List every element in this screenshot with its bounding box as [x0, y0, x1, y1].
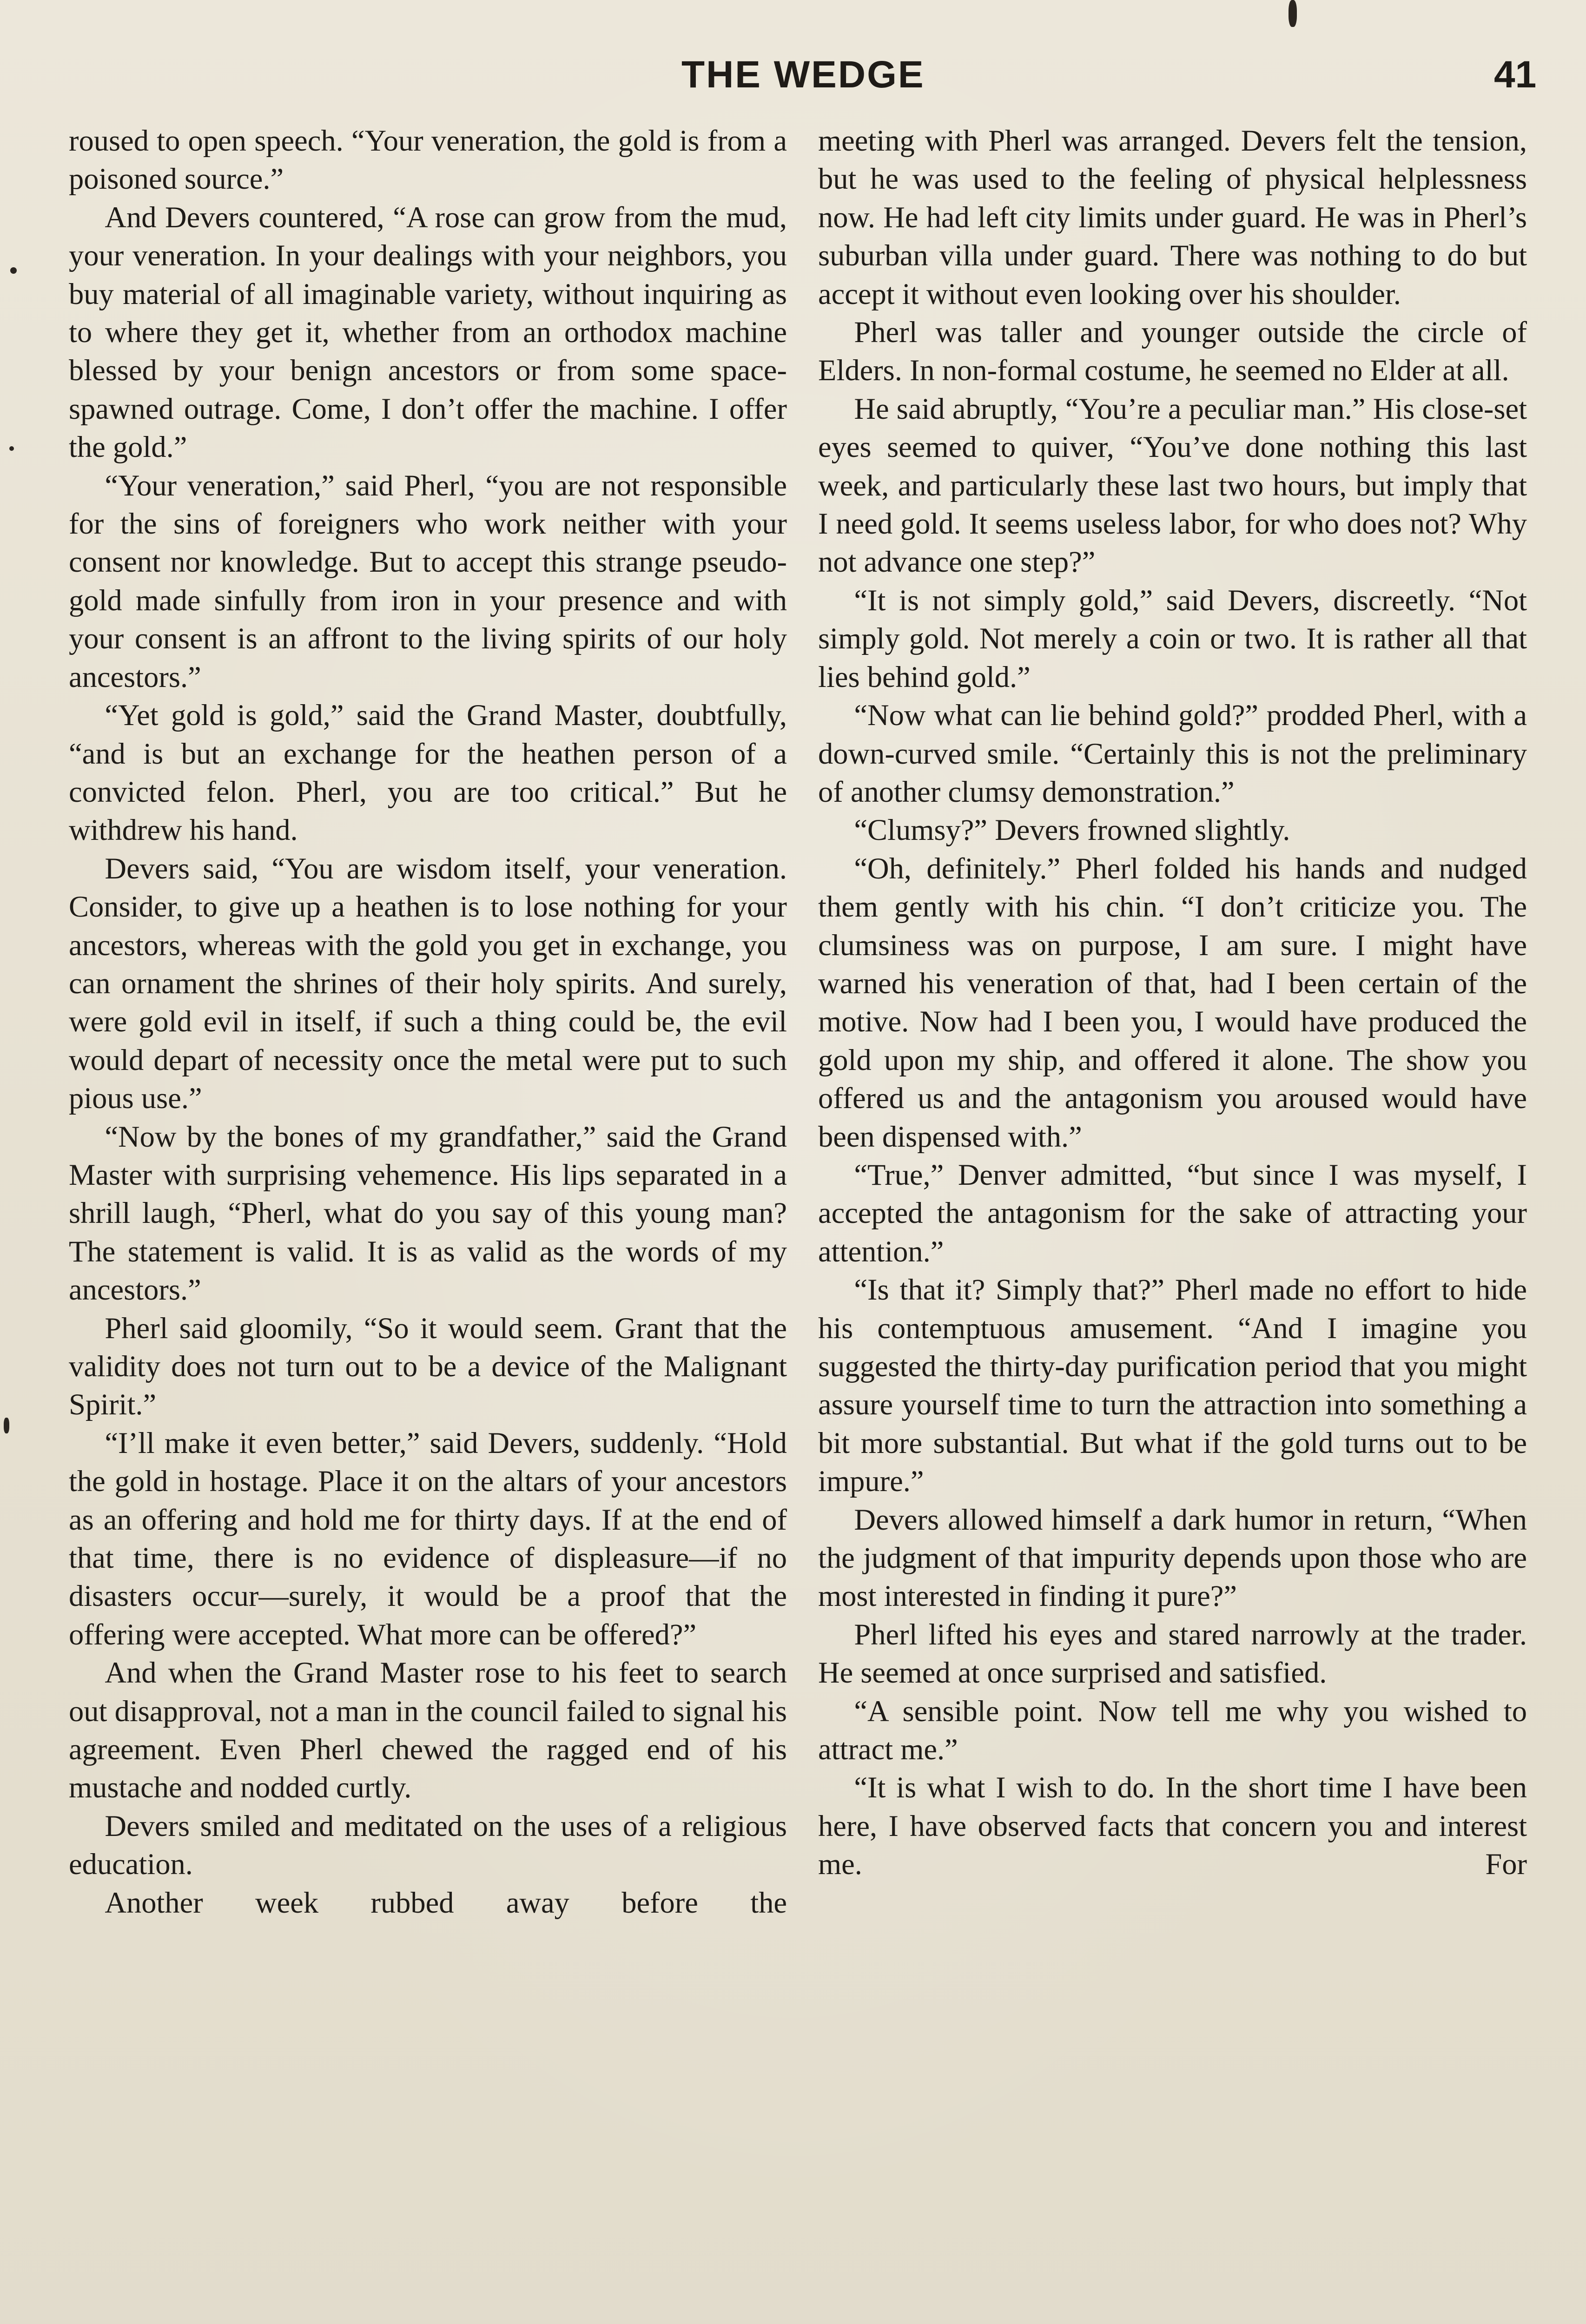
paragraph: He said abruptly, “You’re a peculiar man.” His close-set eyes seemed to quiver, “You’ve done nothing this last week, and particularly these last two hours, but imply that I need gold. It seems useless labor, for who does not? Why not advance one step?” — [818, 392, 1527, 579]
paragraph: “Yet gold is gold,” said the Grand Master, doubtfully, “and is but an exchange for the heathen person of a convicted felon. Pherl, you are too critical.” But he withdrew his hand. — [69, 699, 787, 847]
ink-speck — [10, 267, 17, 274]
paragraph: And when the Grand Master rose to his feet to search out disapproval, not a man in the council failed to signal his agreement. Even Pherl chewed the ragged end of his mustache and nodded curtly. — [69, 1656, 787, 1804]
paragraph: “Now what can lie behind gold?” prodded Pherl, with a down-curved smile. “Certainly this is not the preliminary of another clumsy demonstration.” — [818, 699, 1527, 808]
ink-speck — [1289, 0, 1297, 27]
paragraph: “Is that it? Simply that?” Pherl made no effort to hide his contemptuous amusement. “And I imagine you suggested the thirty-day purification period that you might assure yourself time to turn the attraction into something a bit more substantial. But what if the gold turns out to be impure.” — [818, 1273, 1527, 1498]
paragraph: Pherl lifted his eyes and stared narrowly at the trader. He seemed at once surprised and satisfied. — [818, 1618, 1527, 1690]
paragraph: meeting with Pherl was arranged. Devers felt the tension, but he was used to the feeling of physical helplessness now. He had left city limits under guard. He was in Pherl’s suburban villa under guard. There was nothing to do but accept it without even looking over his shoulder. — [818, 124, 1527, 310]
text-column-right — [818, 122, 1527, 1884]
ink-speck — [4, 1418, 9, 1433]
paragraph: Pherl said gloomily, “So it would seem. Grant that the validity does not turn out to be a device of the Malignant Spirit.” — [69, 1311, 787, 1421]
paragraph: “A sensible point. Now tell me why you wished to attract me.” — [818, 1694, 1527, 1766]
paragraph: “It is not simply gold,” said Devers, discreetly. “Not simply gold. Not merely a coin or two. It is rather all that lies behind gold.” — [818, 583, 1527, 693]
page-number: 41 — [1494, 53, 1537, 96]
paragraph: “Now by the bones of my grandfather,” said the Grand Master with surprising vehemence. His lips separated in a shrill laugh, “Pherl, what do you say of this young man? The statement is valid. It is as valid as the words of my ancestors.” — [69, 1120, 787, 1307]
ink-speck — [9, 446, 14, 451]
paragraph: “Clumsy?” Devers frowned slightly. — [854, 813, 1290, 847]
paragraph: “Oh, definitely.” Pherl folded his hands and nudged them gently with his chin. “I don’t criticize you. The clumsiness was on purpose, I am sure. I might have warned his veneration of that, had I been certain of the motive. Now had I been you, I would have produced the gold upon my ship, and offered it alone. The show you offered us and the antagonism you aroused would have been dispensed with.” — [818, 852, 1527, 1153]
paragraph: “It is what I wish to do. In the short time I have been here, I have observed facts that concern you and interest me. For — [818, 1771, 1527, 1881]
running-head-title: THE WEDGE — [681, 53, 925, 96]
paragraph: Devers said, “You are wisdom itself, your veneration. Consider, to give up a heathen is to lose nothing for your ancestors, whereas with the gold you get in exchange, you can ornament the shrines of their holy spirits. And surely, were gold evil in itself, if such a thing could be, the evil would depart of necessity once the metal were put to such pious use.” — [69, 852, 787, 1115]
paragraph: “True,” Denver admitted, “but since I was myself, I accepted the antagonism for the sake of attracting your attention.” — [818, 1158, 1527, 1268]
paragraph: Another week rubbed away before the — [105, 1886, 787, 1919]
paragraph: roused to open speech. “Your veneration, the gold is from a poisoned source.” — [69, 124, 787, 196]
paragraph: “I’ll make it even better,” said Devers, suddenly. “Hold the gold in hostage. Place it on the altars of your ancestors as an offering and hold me for thirty days. If at the end of that time, there is no evidence of displeasure—if no disasters occur—surely, it would be a proof that the offering were accepted. What more can be offered?” — [69, 1426, 787, 1651]
paragraph: Pherl was taller and younger outside the circle of Elders. In non-formal costume, he seemed no Elder at all. — [818, 316, 1527, 387]
paragraph: Devers allowed himself a dark humor in return, “When the judgment of that impurity depends upon those who are most interested in finding it pure?” — [818, 1503, 1527, 1613]
paragraph: Devers smiled and meditated on the uses of a religious education. — [69, 1809, 787, 1881]
text-column-left — [69, 122, 787, 1922]
paragraph: “Your veneration,” said Pherl, “you are not responsible for the sins of foreigners who work neither with your consent nor knowledge. But to accept this strange pseudo-gold made sinfully from iron in your presence and with your consent is an affront to the living spirits of our holy ancestors.” — [69, 469, 787, 693]
paragraph: And Devers countered, “A rose can grow from the mud, your veneration. In your dealings with your neighbors, you buy material of all imaginable variety, without inquiring as to where they get it, whether from an orthodox machine blessed by your benign ancestors or from some space-spawned outrage. Come, I don’t offer the machine. I offer the gold.” — [69, 200, 787, 464]
